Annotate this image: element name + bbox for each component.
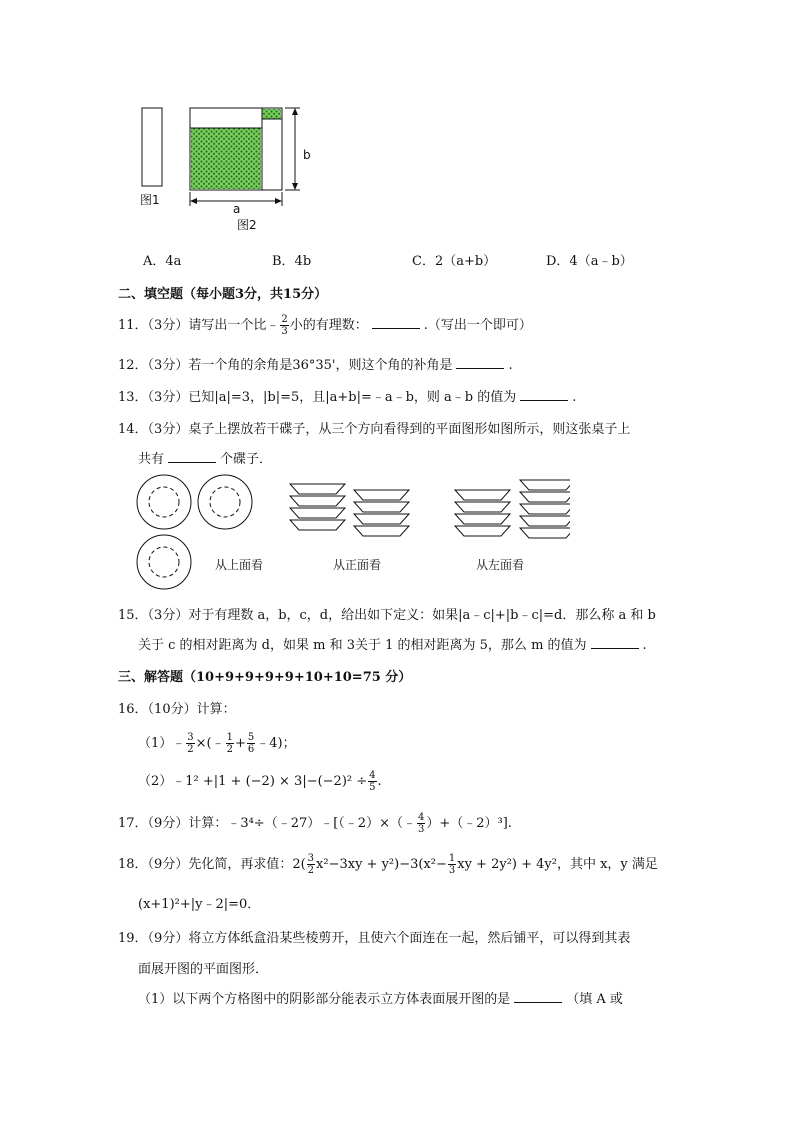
- fig1-strip: [142, 108, 162, 186]
- q19-line1: 19．（9分）将立方体纸盒沿某些棱剪开，且使六个面连在一起，然后铺平，可以得到其表: [118, 931, 631, 946]
- view-top-label: 从上面看: [215, 558, 264, 572]
- plates-figure: [130, 470, 570, 595]
- section3-title: 三、解答题（10+9+9+9+9+10+10=75 分）: [118, 670, 412, 685]
- q14-line1: 14．（3分）桌子上摆放若干碟子，从三个方向看得到的平面图形如图所示，则这张桌子上: [118, 422, 631, 437]
- option-b: B．4b: [272, 254, 312, 269]
- top-view-plate-1: [137, 475, 191, 529]
- option-c: C．2（a+b）: [412, 254, 497, 269]
- view-left-label: 从左面看: [476, 558, 525, 572]
- q15-answer-blank[interactable]: [591, 636, 639, 649]
- label-a: a: [233, 202, 241, 216]
- q12: 12．（3分）若一个角的余角是36°35'，则这个角的补角是 .: [118, 358, 513, 373]
- view-front-label: 从正面看: [333, 558, 382, 572]
- q16-part1: （1）﹣ $\frac{3}{2}$ ×(﹣ $\frac{1}{2}$ + $\frac{5}{6}$ ﹣4)；: [138, 732, 296, 755]
- q11-answer-blank[interactable]: [372, 316, 420, 329]
- q16-part2: （2）﹣1² +|1 + (−2) × 3|−(−2)² ÷ $\frac{4}{5}$ .: [138, 770, 382, 793]
- top-view-plate-3: [137, 535, 191, 589]
- q15-line1: 15．（3分）对于有理数 a，b，c，d，给出如下定义：如果|a﹣c|+|b﹣c|=d．那么称 a 和 b: [118, 608, 656, 623]
- q14-line2: 共有 个碟子．: [138, 452, 273, 467]
- area-figure: [130, 100, 320, 235]
- q15-line2: 关于 c 的相对距离为 d，如果 m 和 3关于 1 的相对距离为 5，那么 m 的值为 .: [138, 638, 647, 653]
- q12-answer-blank[interactable]: [456, 356, 504, 369]
- q13-answer-blank[interactable]: [520, 388, 568, 401]
- label-b: b: [303, 148, 311, 162]
- fig2-shaded-corner: [262, 109, 281, 119]
- option-d: D．4（a﹣b）: [546, 254, 633, 269]
- q19-line3: （1）以下两个方格图中的阴影部分能表示立方体表面展开图的是 （填 A 或: [138, 992, 623, 1007]
- q17: 17．（9分）计算：﹣3⁴÷（﹣27）﹣[（﹣2）×（﹣ $\frac{4}{3}$ ）+（﹣2）³].: [118, 812, 512, 835]
- q16-head: 16．（10分）计算：: [118, 702, 236, 717]
- top-view-plate-2: [198, 475, 252, 529]
- section2-title: 二、填空题（每小题3分，共15分）: [118, 287, 328, 302]
- fig1-label: 图1: [140, 193, 160, 207]
- fig2-label: 图2: [237, 218, 257, 232]
- q18-line2: (x+1)²+|y﹣2|=0．: [138, 897, 261, 912]
- q14-answer-blank[interactable]: [168, 450, 216, 463]
- q19-answer-blank[interactable]: [514, 990, 562, 1003]
- fig2-shaded-main: [191, 128, 261, 189]
- fig2-right-strip: [262, 119, 282, 190]
- option-a: A．4a: [143, 254, 182, 269]
- q19-line2: 面展开图的平面图形．: [138, 962, 269, 977]
- q18-line1: 18．（9分）先化简，再求值：2( $\frac{3}{2}$ x²−3xy + y²)−3(x²− $\frac{1}{3}$ xy + 2y²) + 4y²，其中 x，y 满足: [118, 853, 658, 876]
- q11: 11．（3分）请写出一个比﹣ $\frac{2}{3}$ 小的有理数： .（写出一个即可）: [118, 314, 532, 337]
- q13: 13．（3分）已知|a|=3，|b|=5，且|a+b|=﹣a﹣b，则 a﹣b 的值为 .: [118, 390, 577, 405]
